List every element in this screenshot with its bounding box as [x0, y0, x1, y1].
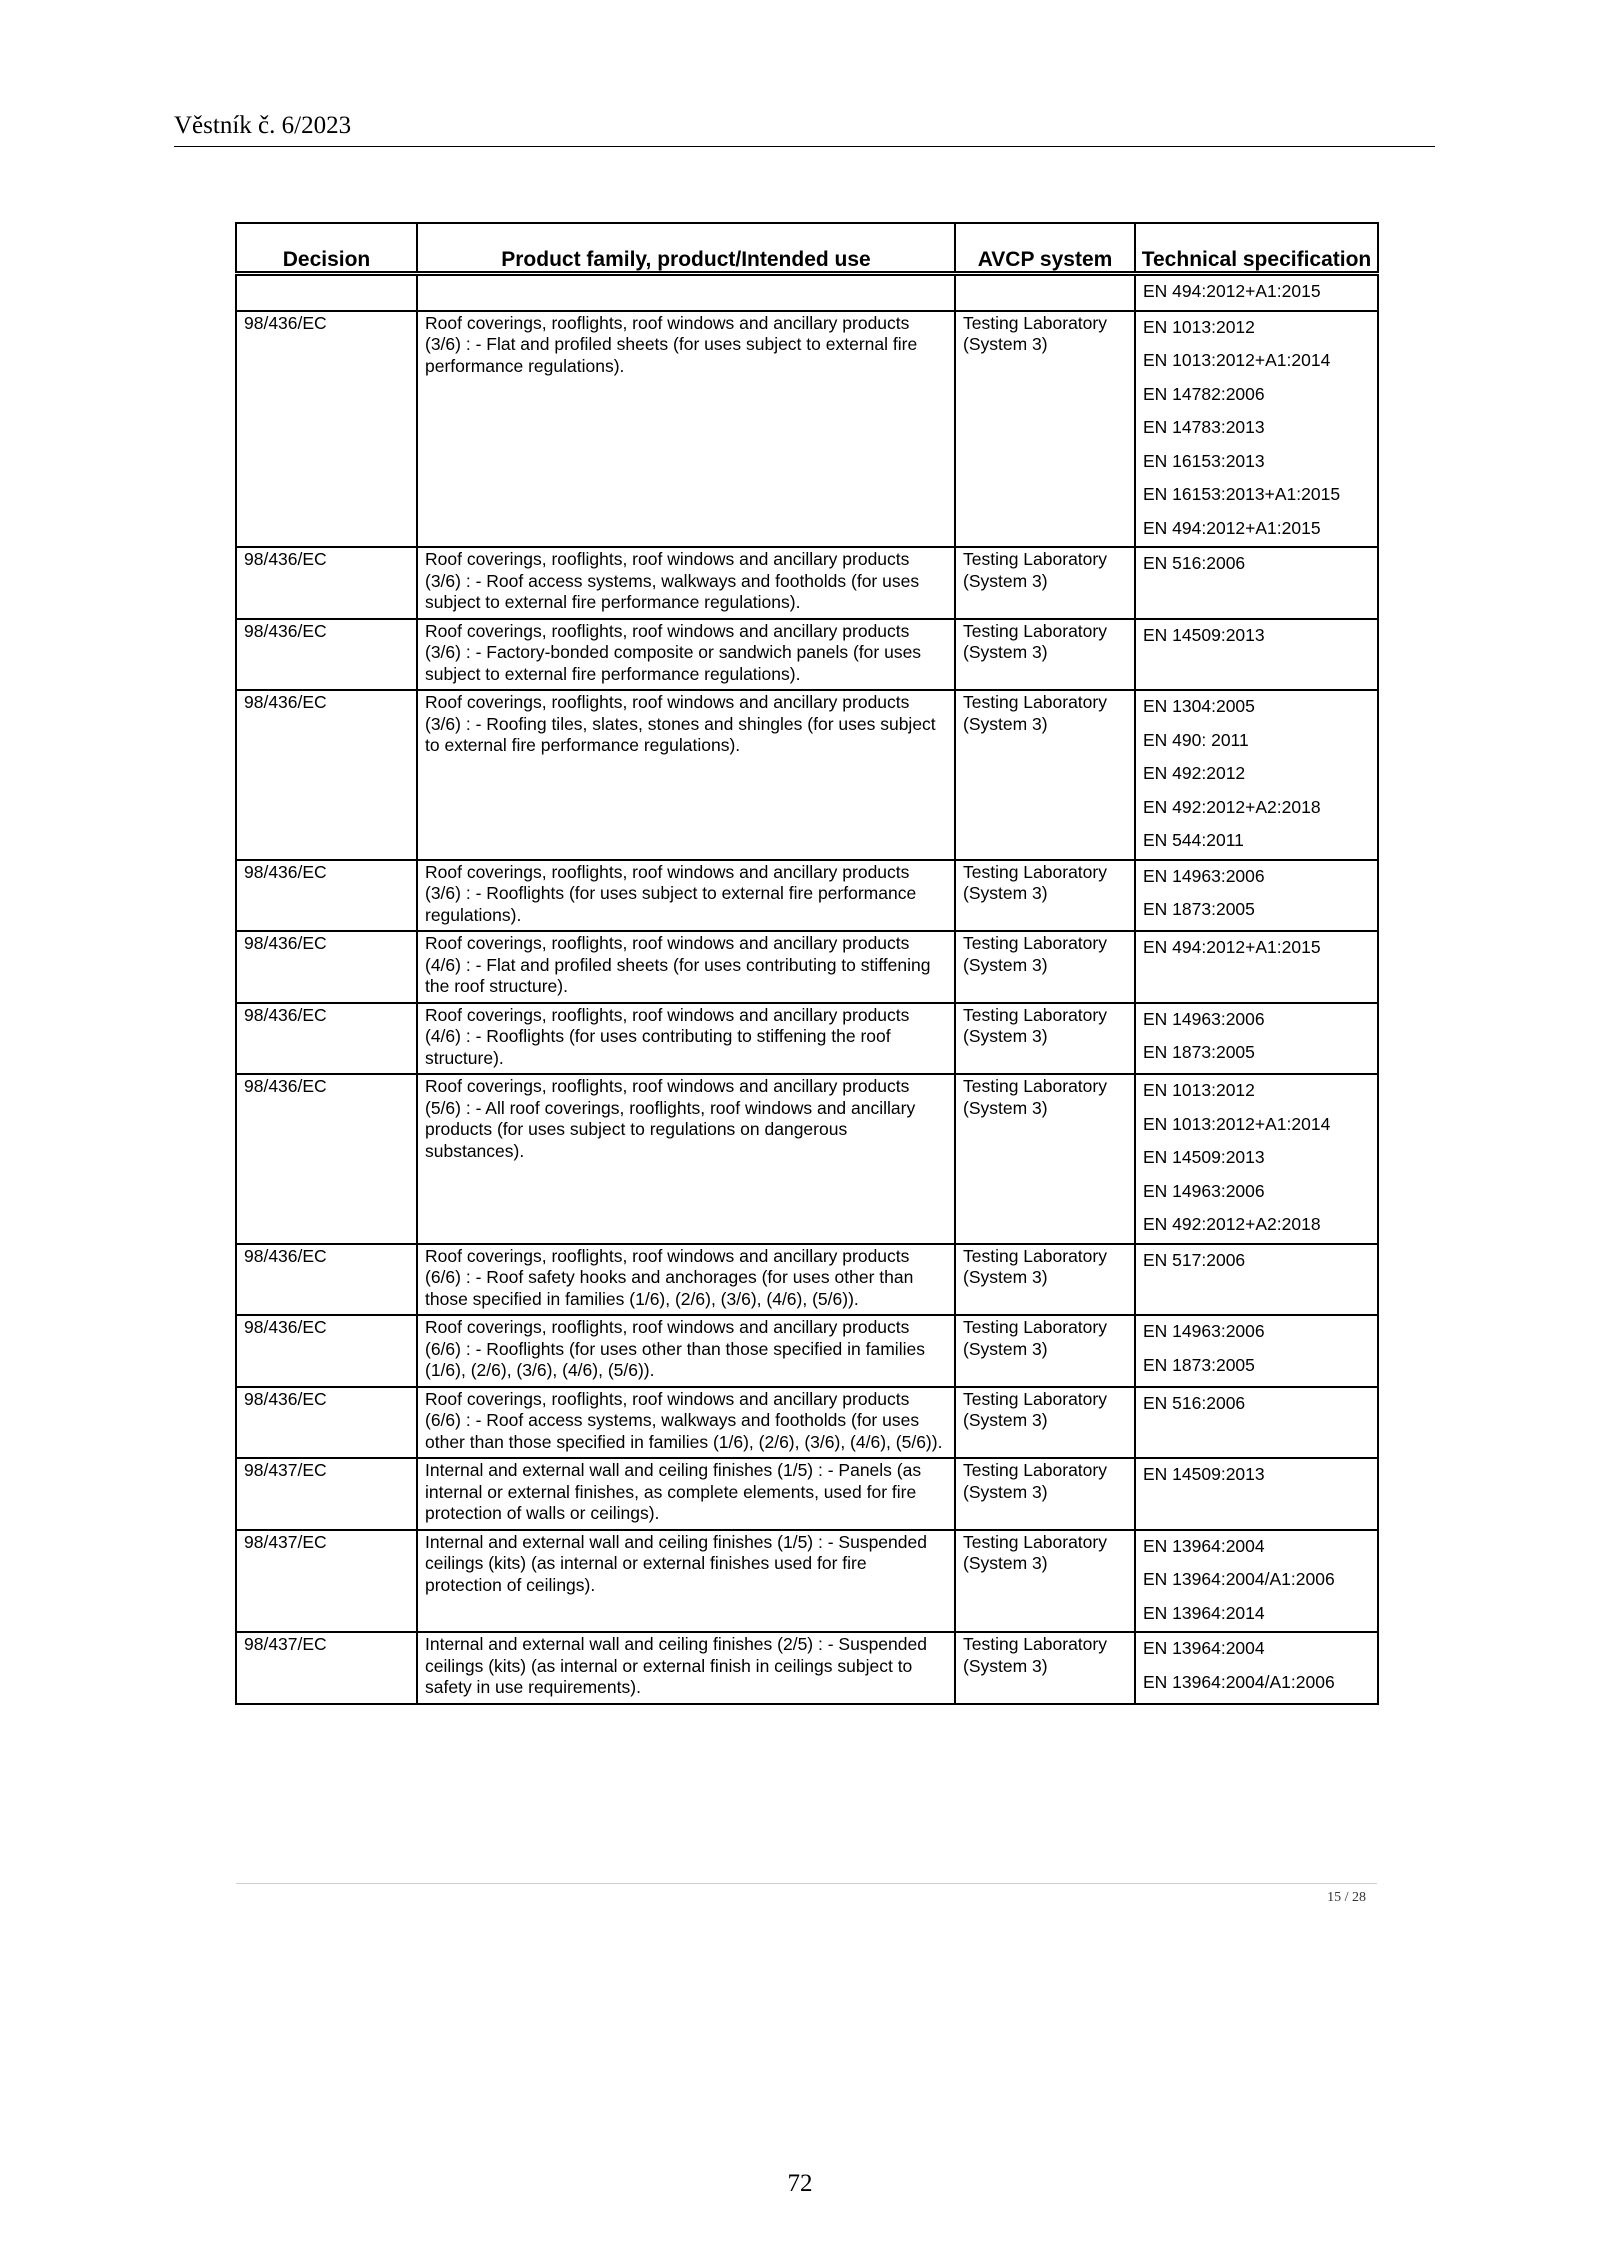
table-row [236, 1387, 1378, 1459]
technical-specification-cell [1135, 1387, 1378, 1459]
technical-specification-cell [1135, 860, 1378, 932]
decision-cell: 98/437/EC [236, 1458, 417, 1530]
avcp-cell: Testing Laboratory (System 3) [955, 619, 1135, 691]
technical-specification-cell [1135, 1530, 1378, 1633]
technical-specification-item: EN 490: 2011 [1143, 729, 1249, 750]
table-row [236, 1315, 1378, 1387]
technical-specification-cell [1135, 1244, 1378, 1316]
decision-cell: 98/436/EC [236, 311, 417, 548]
table-row [236, 1244, 1378, 1316]
column-header-avcp: AVCP system [955, 223, 1135, 274]
decision-cell: 98/437/EC [236, 1530, 417, 1633]
technical-specification-cell [1135, 1315, 1378, 1387]
technical-specification-item: EN 494:2012+A1:2015 [1143, 937, 1321, 957]
technical-specification-cell [1135, 931, 1378, 1003]
technical-specification-item: EN 14963:2006 [1143, 1180, 1265, 1201]
technical-specification-item: EN 516:2006 [1143, 553, 1246, 573]
product-cell: Roof coverings, rooflights, roof windows and ancillary products (6/6) : - Roof access systems, walkways and footholds (for uses other than those specified in families (1/6), (2/6), (3/6), (4/6), (5/6)). [417, 1387, 955, 1459]
product-cell: Internal and external wall and ceiling finishes (1/5) : - Panels (as internal or external finishes, as complete elements, used for fire protection of walls or ceilings). [417, 1458, 955, 1530]
decision-cell: 98/436/EC [236, 1387, 417, 1459]
technical-specification-item: EN 14963:2006 [1143, 1321, 1265, 1341]
technical-specification-cell [1135, 690, 1378, 860]
decision-cell: 98/436/EC [236, 547, 417, 619]
technical-specification-cell [1135, 1632, 1378, 1704]
technical-specification-item: EN 494:2012+A1:2015 [1143, 281, 1321, 301]
technical-specification-item: EN 14963:2006 [1143, 865, 1265, 886]
technical-specification-item: EN 1873:2005 [1143, 1042, 1255, 1062]
header-rule [174, 146, 1435, 147]
running-head-title: Věstník č. 6/2023 [174, 112, 352, 139]
product-cell: Roof coverings, rooflights, roof windows and ancillary products (3/6) : - Roofing tiles, slates, stones and shingles (for uses subject to external fire performance regulations). [417, 690, 955, 860]
technical-specification-cell [1135, 619, 1378, 691]
product-cell: Roof coverings, rooflights, roof windows and ancillary products (3/6) : - Roof access systems, walkways and footholds (for uses subject to external fire performance regulations). [417, 547, 955, 619]
product-cell: Roof coverings, rooflights, roof windows and ancillary products (3/6) : - Factory-bonded composite or sandwich panels (for uses subject to external fire performance regulations). [417, 619, 955, 691]
technical-specification-item: EN 492:2012 [1143, 763, 1246, 783]
decision-cell: 98/436/EC [236, 619, 417, 691]
spec-table [235, 222, 1379, 1705]
avcp-cell: Testing Laboratory (System 3) [955, 1387, 1135, 1459]
technical-specification-item: EN 14509:2013 [1143, 624, 1265, 645]
technical-specification-cell [1135, 547, 1378, 619]
avcp-cell: Testing Laboratory (System 3) [955, 1315, 1135, 1387]
product-cell: Roof coverings, rooflights, roof windows and ancillary products (4/6) : - Rooflights (for uses contributing to stiffening the roof structure). [417, 1003, 955, 1075]
page-of-indicator: 15 / 28 [1327, 1890, 1366, 1905]
technical-specification-item: EN 13964:2014 [1143, 1602, 1265, 1623]
column-header-decision: Decision [236, 223, 417, 274]
technical-specification-item: EN 492:2012+A2:2018 [1143, 796, 1321, 817]
decision-cell: 98/436/EC [236, 1244, 417, 1316]
table-row [236, 931, 1378, 1003]
table-row [236, 690, 1378, 860]
column-header-technical-specification: Technical specification [1135, 223, 1378, 274]
table-row [236, 311, 1378, 548]
avcp-cell: Testing Laboratory (System 3) [955, 1632, 1135, 1704]
technical-specification-item: EN 14783:2013 [1143, 417, 1265, 437]
product-cell: Roof coverings, rooflights, roof windows and ancillary products (6/6) : - Rooflights (for uses other than those specified in families (1/6), (2/6), (3/6), (4/6), (5/6)). [417, 1315, 955, 1387]
decision-cell: 98/436/EC [236, 690, 417, 860]
column-header-product: Product family, product/Intended use [417, 223, 955, 274]
product-cell: Roof coverings, rooflights, roof windows and ancillary products (4/6) : - Flat and profiled sheets (for uses contributing to stiffening the roof structure). [417, 931, 955, 1003]
decision-cell: 98/436/EC [236, 1315, 417, 1387]
technical-specification-cell [1135, 1458, 1378, 1530]
technical-specification-item: EN 13964:2004 [1143, 1638, 1265, 1658]
product-cell: Internal and external wall and ceiling finishes (2/5) : - Suspended ceilings (kits) (as internal or external finish in ceilings subject to safety in use requirements). [417, 1632, 955, 1704]
avcp-cell: Testing Laboratory (System 3) [955, 931, 1135, 1003]
technical-specification-item: EN 14782:2006 [1143, 383, 1265, 404]
decision-cell: 98/436/EC [236, 1074, 417, 1244]
table-header-row [236, 223, 1378, 274]
technical-specification-item: EN 1013:2012 [1143, 316, 1255, 337]
product-cell: Internal and external wall and ceiling finishes (1/5) : - Suspended ceilings (kits) (as internal or external finishes used for fire protection of ceilings). [417, 1530, 955, 1633]
technical-specification-item: EN 1013:2012 [1143, 1080, 1255, 1100]
avcp-cell: Testing Laboratory (System 3) [955, 1458, 1135, 1530]
technical-specification-item: EN 14963:2006 [1143, 1008, 1265, 1029]
table-row [236, 1003, 1378, 1075]
avcp-cell: Testing Laboratory (System 3) [955, 1003, 1135, 1075]
table-row [236, 547, 1378, 619]
avcp-cell: Testing Laboratory (System 3) [955, 311, 1135, 548]
decision-cell: 98/436/EC [236, 860, 417, 932]
technical-specification-cell [1135, 274, 1378, 311]
technical-specification-item: EN 13964:2004 [1143, 1535, 1265, 1556]
technical-specification-item: EN 16153:2013 [1143, 450, 1265, 471]
technical-specification-cell [1135, 1074, 1378, 1244]
technical-specification-item: EN 492:2012+A2:2018 [1143, 1214, 1321, 1234]
avcp-cell: Testing Laboratory (System 3) [955, 1074, 1135, 1244]
product-cell: Roof coverings, rooflights, roof windows and ancillary products (3/6) : - Flat and profiled sheets (for uses subject to external fire performance regulations). [417, 311, 955, 548]
decision-cell: 98/436/EC [236, 1003, 417, 1075]
technical-specification-item: EN 14509:2013 [1143, 1464, 1265, 1484]
decision-cell [236, 274, 417, 311]
decision-cell: 98/437/EC [236, 1632, 417, 1704]
technical-specification-item: EN 1873:2005 [1143, 1354, 1255, 1375]
product-cell: Roof coverings, rooflights, roof windows and ancillary products (6/6) : - Roof safety hooks and anchorages (for uses other than those specified in families (1/6), (2/6), (3/6), (4/6), (5/6)). [417, 1244, 955, 1316]
product-cell: Roof coverings, rooflights, roof windows and ancillary products (5/6) : - All roof coverings, rooflights, roof windows and ancillary products (for uses subject to regulations on dangerous substances). [417, 1074, 955, 1244]
technical-specification-item: EN 1873:2005 [1143, 899, 1255, 919]
product-cell [417, 274, 955, 311]
technical-specification-item: EN 16153:2013+A1:2015 [1143, 484, 1341, 504]
table-row [236, 274, 1378, 311]
technical-specification-item: EN 1013:2012+A1:2014 [1143, 350, 1331, 370]
product-cell: Roof coverings, rooflights, roof windows and ancillary products (3/6) : - Rooflights (for uses subject to external fire performance regulations). [417, 860, 955, 932]
table-row [236, 860, 1378, 932]
technical-specification-item: EN 13964:2004/A1:2006 [1143, 1569, 1335, 1589]
avcp-cell: Testing Laboratory (System 3) [955, 690, 1135, 860]
table-row [236, 1530, 1378, 1633]
technical-specification-item: EN 1013:2012+A1:2014 [1143, 1113, 1331, 1134]
technical-specification-item: EN 517:2006 [1143, 1249, 1246, 1270]
technical-specification-item: EN 544:2011 [1143, 830, 1244, 850]
technical-specification-cell [1135, 1003, 1378, 1075]
table-row [236, 1632, 1378, 1704]
table-row [236, 1458, 1378, 1530]
technical-specification-item: EN 494:2012+A1:2015 [1143, 517, 1321, 538]
technical-specification-cell [1135, 311, 1378, 548]
avcp-cell: Testing Laboratory (System 3) [955, 547, 1135, 619]
technical-specification-item: EN 1304:2005 [1143, 696, 1255, 716]
technical-specification-item: EN 516:2006 [1143, 1392, 1246, 1413]
avcp-cell: Testing Laboratory (System 3) [955, 860, 1135, 932]
footer-rule [236, 1883, 1377, 1884]
page-number: 72 [787, 2170, 813, 2197]
technical-specification-item: EN 13964:2004/A1:2006 [1143, 1671, 1335, 1692]
decision-cell: 98/436/EC [236, 931, 417, 1003]
avcp-cell: Testing Laboratory (System 3) [955, 1530, 1135, 1633]
technical-specification-item: EN 14509:2013 [1143, 1147, 1265, 1167]
avcp-cell: Testing Laboratory (System 3) [955, 1244, 1135, 1316]
table-body [236, 274, 1378, 1704]
avcp-cell [955, 274, 1135, 311]
table-row [236, 1074, 1378, 1244]
table-row [236, 619, 1378, 691]
